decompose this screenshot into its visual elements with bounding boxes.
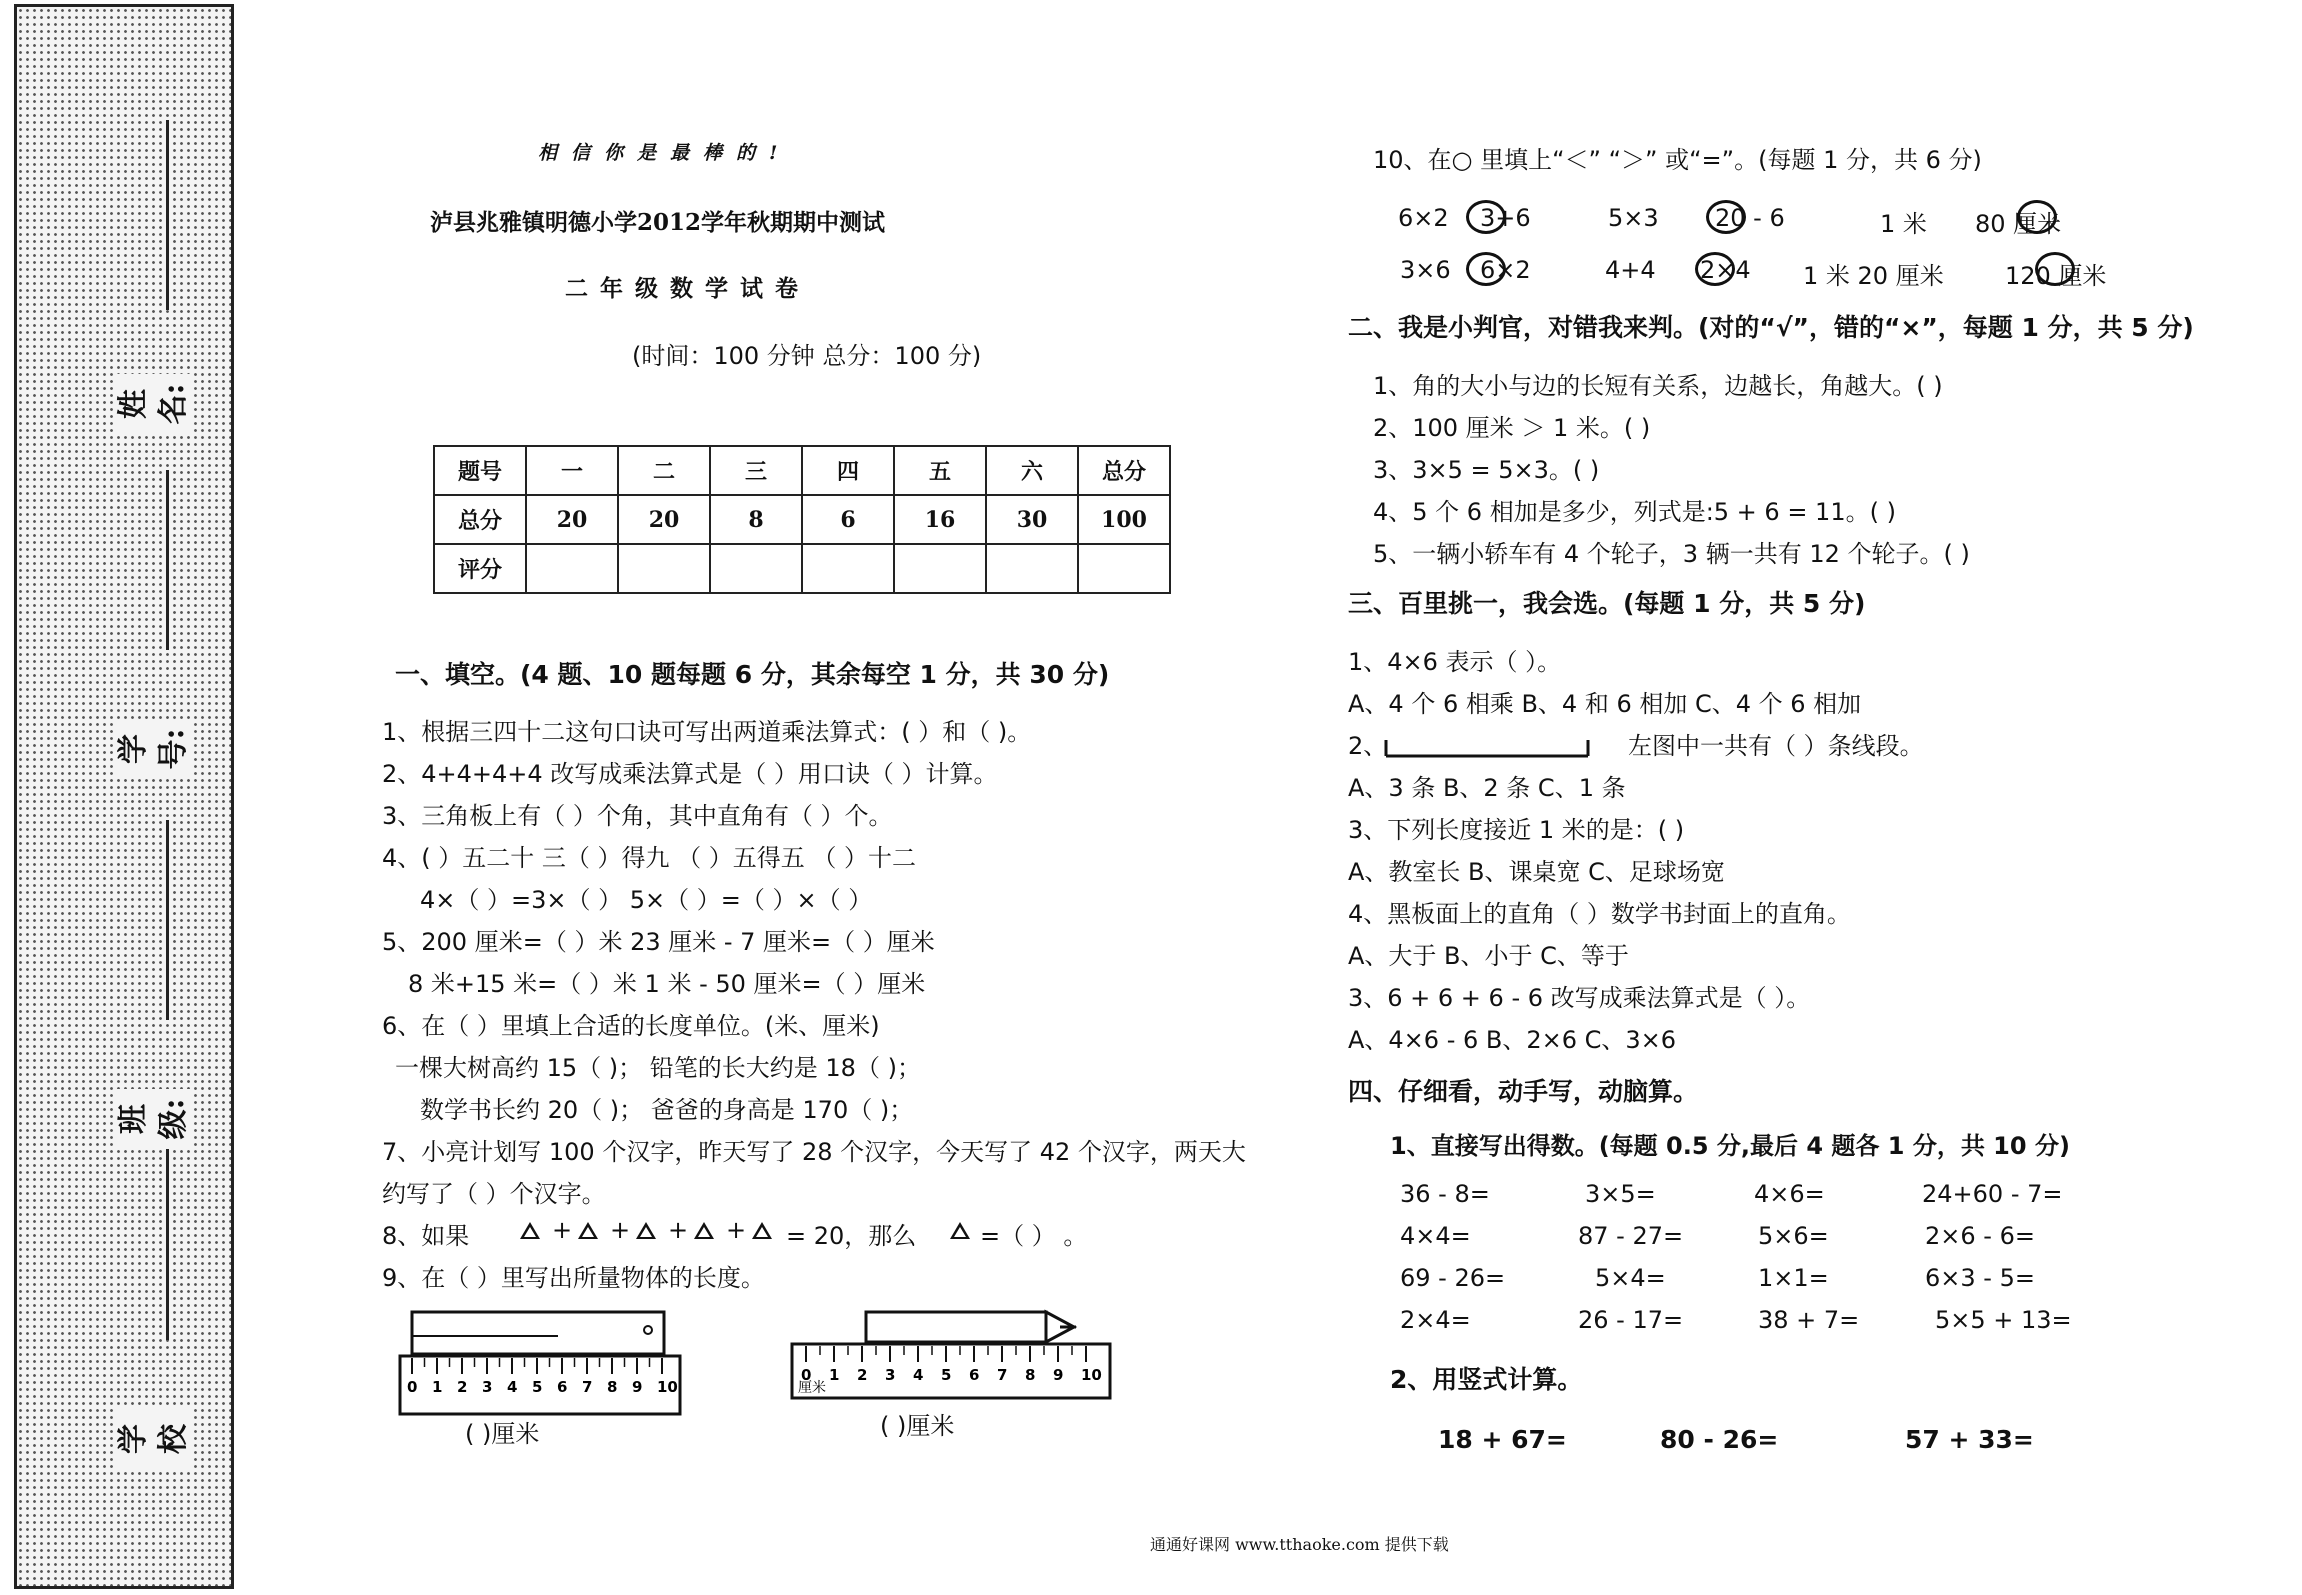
- question-5b: 8 米+15 米=（ ）米 1 米 - 50 厘米=（ ）厘米: [408, 970, 926, 998]
- compare-right: 80 厘米: [1975, 210, 2062, 238]
- footer-credit: 通通好课网 www.tthaoke.com 提供下载: [1150, 1535, 1449, 1554]
- ruler-tick-label: 2: [857, 1366, 868, 1384]
- question-3: 3、三角板上有（ ）个角，其中直角有（ ）个。: [382, 802, 893, 830]
- vertical-calc: 80 - 26=: [1660, 1425, 1779, 1454]
- ruler-tick-label: 0: [407, 1378, 418, 1396]
- plus-sign: +: [610, 1216, 631, 1244]
- compare-right: 2×4: [1700, 256, 1751, 284]
- compare-right: 6×2: [1480, 256, 1531, 284]
- section-4-heading: 四、仔细看，动手写，动脑算。: [1348, 1077, 1699, 1106]
- motto: 相信你是最棒的!: [538, 142, 792, 164]
- student-number-label: 学 号:: [114, 719, 194, 779]
- ruler-tick-label: 8: [607, 1378, 618, 1396]
- compare-left: 4+4: [1605, 256, 1656, 284]
- calc-item: 2×4=: [1400, 1306, 1471, 1334]
- table-cell: 四: [802, 446, 894, 495]
- table-cell: 一: [526, 446, 618, 495]
- score-entry-cell[interactable]: [802, 544, 894, 593]
- ruler-tick-label: 9: [1053, 1366, 1064, 1384]
- judge-3: 3、3×5 = 5×3。( ): [1373, 456, 1600, 484]
- question-5a: 5、200 厘米=（ ）米 23 厘米 - 7 厘米=（ ）厘米: [382, 928, 935, 956]
- table-cell: 五: [894, 446, 986, 495]
- ruler-tick-label: 2: [457, 1378, 468, 1396]
- ruler-tick-label: 6: [969, 1366, 980, 1384]
- calc-item: 87 - 27=: [1578, 1222, 1684, 1250]
- score-entry-cell[interactable]: [618, 544, 710, 593]
- calc-item: 1×1=: [1758, 1264, 1829, 1292]
- ruler-tick-label: 1: [829, 1366, 840, 1384]
- table-cell: 评分: [434, 544, 526, 593]
- judge-1: 1、角的大小与边的长短有关系，边越长，角越大。( ): [1373, 372, 1943, 400]
- school-title: 泸县兆雅镇明德小学2012学年秋期期中测试: [430, 209, 886, 236]
- table-cell: 20: [618, 495, 710, 544]
- name-label: 姓 名:: [114, 374, 194, 434]
- table-cell: 总分: [434, 495, 526, 544]
- question-7b: 约写了（ ）个汉字。: [382, 1180, 606, 1208]
- triangle-icon: [578, 1222, 598, 1239]
- score-entry-cell[interactable]: [986, 544, 1078, 593]
- section-1-heading: 一、填空。(4 题、10 题每题 6 分，其余每空 1 分，共 30 分): [395, 660, 1110, 689]
- ruler-tick-label: 0: [801, 1366, 812, 1384]
- section-2-heading: 二、我是小判官，对错我来判。(对的“√”，错的“×”，每题 1 分，共 5 分): [1348, 313, 2194, 342]
- ruler-tick-label: 1: [432, 1378, 443, 1396]
- ruler-tick-label: 7: [582, 1378, 593, 1396]
- table-cell: 六: [986, 446, 1078, 495]
- plus-sign: +: [552, 1216, 573, 1244]
- page-title: 二年级数学试卷: [565, 275, 810, 302]
- question-2: 2、4+4+4+4 改写成乘法算式是（ ）用口诀（ ）计算。: [382, 760, 998, 788]
- ruler-2-figure: [790, 1300, 1120, 1410]
- calc-item: 5×5 + 13=: [1935, 1306, 2072, 1334]
- calc-item: 5×6=: [1758, 1222, 1829, 1250]
- table-cell: 6: [802, 495, 894, 544]
- table-cell: 三: [710, 446, 802, 495]
- question-8-equation: = 20，那么: [786, 1222, 917, 1250]
- choice-5: 3、6 + 6 + 6 - 6 改写成乘法算式是（ ）。: [1348, 984, 1811, 1012]
- choice-1: 1、4×6 表示（ ）。: [1348, 648, 1562, 676]
- segment-figure: [1382, 732, 1602, 762]
- choice-2: 左图中一共有（ ）条线段。: [1628, 732, 1924, 760]
- table-row: [434, 446, 1170, 495]
- calc-item: 2×6 - 6=: [1925, 1222, 2035, 1250]
- ruler-tick-label: 5: [532, 1378, 543, 1396]
- calc-item: 6×3 - 5=: [1925, 1264, 2035, 1292]
- choice-1-options: A、4 个 6 相乘 B、4 和 6 相加 C、4 个 6 相加: [1348, 690, 1862, 718]
- table-cell: 总分: [1078, 446, 1170, 495]
- triangle-icon: [694, 1222, 714, 1239]
- ruler-tick-label: 3: [482, 1378, 493, 1396]
- table-cell: 16: [894, 495, 986, 544]
- table-cell: 30: [986, 495, 1078, 544]
- score-entry-cell[interactable]: [710, 544, 802, 593]
- calc-item: 24+60 - 7=: [1922, 1180, 2063, 1208]
- vertical-calc: 18 + 67=: [1438, 1425, 1567, 1454]
- section-4-part-1: 1、直接写出得数。(每题 0.5 分,最后 4 题各 1 分，共 10 分): [1390, 1132, 2070, 1160]
- measured-object: [412, 1312, 664, 1354]
- compare-right: 120 厘米: [2005, 262, 2107, 290]
- ruler-tick-label: 10: [1081, 1366, 1102, 1384]
- table-cell: 8: [710, 495, 802, 544]
- triangle-icon: [752, 1222, 772, 1239]
- plus-sign: +: [668, 1216, 689, 1244]
- ruler-tick-label: 8: [1025, 1366, 1036, 1384]
- ruler-2-unit: 厘米: [798, 1380, 826, 1396]
- ruler-tick-label: 4: [913, 1366, 924, 1384]
- table-cell: 100: [1078, 495, 1170, 544]
- section-4-part-2: 2、用竖式计算。: [1390, 1365, 1583, 1394]
- class-label: 班 级:: [114, 1089, 194, 1149]
- time-info: (时间：100 分钟 总分：100 分): [632, 342, 982, 370]
- pencil: [866, 1312, 1046, 1342]
- choice-4-options: A、大于 B、小于 C、等于: [1348, 942, 1629, 970]
- ruler-tick-label: 3: [885, 1366, 896, 1384]
- compare-left: 5×3: [1608, 204, 1659, 232]
- question-6a: 一棵大树高约 15（ )； 铅笔的长大约是 18（ )；: [395, 1054, 921, 1082]
- compare-right: 20 - 6: [1715, 204, 1785, 232]
- calc-item: 36 - 8=: [1400, 1180, 1490, 1208]
- plus-sign: +: [726, 1216, 747, 1244]
- choice-2-prefix: 2、: [1348, 732, 1388, 760]
- ruler-tick-label: 9: [632, 1378, 643, 1396]
- table-cell: 二: [618, 446, 710, 495]
- question-8-end: =（ ） 。: [980, 1222, 1088, 1250]
- compare-right: 3+6: [1480, 204, 1531, 232]
- table-row: [434, 544, 1170, 593]
- ruler-tick-label: 4: [507, 1378, 518, 1396]
- calc-item: 38 + 7=: [1758, 1306, 1860, 1334]
- question-9: 9、在（ ）里写出所量物体的长度。: [382, 1264, 765, 1292]
- ruler-tick-label: 10: [657, 1378, 678, 1396]
- calc-item: 4×6=: [1754, 1180, 1825, 1208]
- calc-item: 4×4=: [1400, 1222, 1471, 1250]
- binding-labels: [14, 4, 234, 1589]
- score-entry-cell[interactable]: [894, 544, 986, 593]
- choice-4: 4、黑板面上的直角（ ）数学书封面上的直角。: [1348, 900, 1851, 928]
- choice-5-options: A、4×6 - 6 B、2×6 C、3×6: [1348, 1026, 1677, 1054]
- question-6b: 数学书长约 20（ )； 爸爸的身高是 170（ )；: [420, 1096, 914, 1124]
- calc-item: 5×4=: [1595, 1264, 1666, 1292]
- score-entry-cell[interactable]: [1078, 544, 1170, 593]
- triangle-icon: [520, 1222, 540, 1239]
- compare-left: 6×2: [1398, 204, 1449, 232]
- score-entry-cell[interactable]: [526, 544, 618, 593]
- ruler-1-figure: [398, 1310, 688, 1420]
- choice-2-options: A、3 条 B、2 条 C、1 条: [1348, 774, 1626, 802]
- judge-5: 5、一辆小轿车有 4 个轮子，3 辆一共有 12 个轮子。( ): [1373, 540, 1970, 568]
- question-6: 6、在（ ）里填上合适的长度单位。(米、厘米): [382, 1012, 880, 1040]
- table-row: [434, 495, 1170, 544]
- compare-left: 3×6: [1400, 256, 1451, 284]
- calc-item: 3×5=: [1585, 1180, 1656, 1208]
- question-4b: 4×（ ）=3×（ ） 5×（ ）=（ ）×（ ）: [420, 886, 873, 914]
- question-4a: 4、( ）五二十 三（ ）得九 （ ）五得五 （ ）十二: [382, 844, 917, 872]
- section-3-heading: 三、百里挑一，我会选。(每题 1 分，共 5 分): [1348, 589, 1866, 618]
- ruler-tick-label: 6: [557, 1378, 568, 1396]
- ruler-tick-label: 7: [997, 1366, 1008, 1384]
- choice-3-options: A、教室长 B、课桌宽 C、足球场宽: [1348, 858, 1725, 886]
- table-cell: 题号: [434, 446, 526, 495]
- choice-3: 3、下列长度接近 1 米的是：( ): [1348, 816, 1685, 844]
- school-label: 学 校: [114, 1409, 194, 1469]
- question-10: 10、在○ 里填上“＜” “＞” 或“=”。(每题 1 分，共 6 分): [1373, 146, 1982, 174]
- score-table: [433, 445, 1171, 594]
- question-1: 1、根据三四十二这句口诀可写出两道乘法算式：( ）和（ )。: [382, 718, 1032, 746]
- triangle-icon: [950, 1222, 970, 1239]
- question-7a: 7、小亮计划写 100 个汉字，昨天写了 28 个汉字，今天写了 42 个汉字，两天大: [382, 1138, 1246, 1166]
- ruler-1-answer: ( )厘米: [465, 1420, 540, 1448]
- question-8: 8、如果: [382, 1222, 470, 1250]
- vertical-calc: 57 + 33=: [1905, 1425, 2034, 1454]
- ruler-tick-label: 5: [941, 1366, 952, 1384]
- calc-item: 69 - 26=: [1400, 1264, 1506, 1292]
- compare-left: 1 米 20 厘米: [1803, 262, 1944, 290]
- judge-4: 4、5 个 6 相加是多少，列式是:5 + 6 = 11。( ): [1373, 498, 1896, 526]
- compare-left: 1 米: [1880, 210, 1927, 238]
- calc-item: 26 - 17=: [1578, 1306, 1684, 1334]
- triangle-icon: [636, 1222, 656, 1239]
- table-cell: 20: [526, 495, 618, 544]
- judge-2: 2、100 厘米 ＞ 1 米。( ): [1373, 414, 1651, 442]
- ruler-2-answer: ( )厘米: [880, 1412, 955, 1440]
